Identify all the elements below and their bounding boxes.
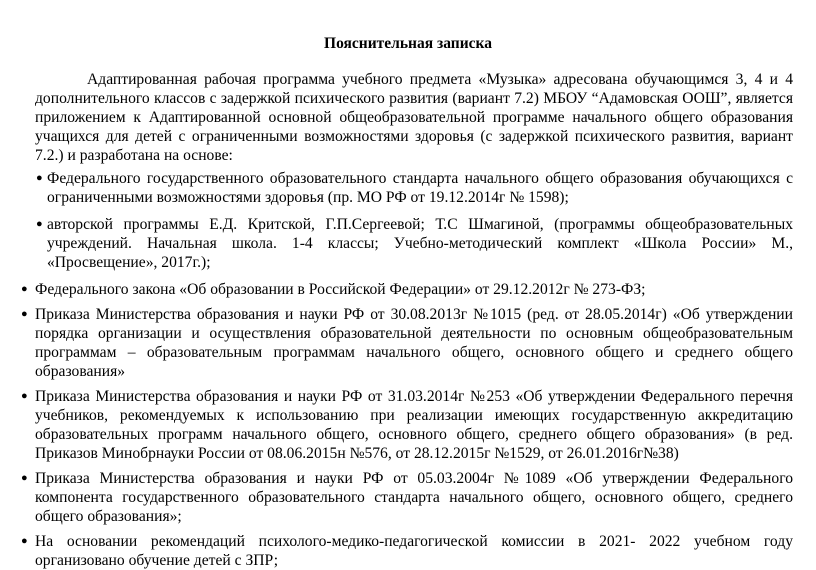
list-item <box>36 169 793 207</box>
bullet-icon: ● <box>21 472 28 484</box>
list-item <box>36 215 793 272</box>
list-item-text: Приказа Министерства образования и науки РФ от 31.03.2014г №253 «Об утверждении Федерального перечня учебников, рекомендуемых к использованию при реализации имеющих государственную аккредитацию образовательных программ начального общего, основного общего, среднего общего образования» (в ред. Приказов Минобрнауки России от 08.06.2015н №576, от 28.12.2015г №1529, от 26.01.2016г№38) <box>35 388 793 462</box>
document-body <box>21 70 793 570</box>
list-item-text: На основании рекомендаций психолого-медико-педагогической комиссии в 2021- 2022 учебном году организовано обучение детей с ЗПР; <box>35 533 793 569</box>
intro-paragraph: Адаптированная рабочая программа учебного предмета «Музыка» адресована обучающимся 3, 4 и 4 дополнительного классов с задержкой психического развития (вариант 7.2) МБОУ “Адамовская ООШ”, является приложением к Адаптированной основной общеобразовательной программе начального общего образования учащихся для детей с ограниченными возможностями здоровья (с задержкой психического развития, вариант 7.2.) и разработана на основе: <box>35 71 793 164</box>
bullet-icon: ● <box>21 535 28 547</box>
bullet-icon: ● <box>36 172 43 184</box>
regulations-list <box>21 280 793 570</box>
list-item <box>21 280 793 299</box>
list-item-text: Федерального закона «Об образовании в Российской Федерации» от 29.12.2012г № 273-ФЗ; <box>35 281 646 298</box>
list-item-text: Федерального государственного образовательного стандарта начального общего образования обучающихся с ограниченными возможностями здоровья (пр. МО РФ от 19.12.2014г № 1598); <box>47 170 793 206</box>
list-item-text: Приказа Министерства образования и науки РФ от 05.03.2004г №1089 «Об утверждении Федерального компонента государственного образовательного стандарта начального общего, основного общего, среднего общего образования»; <box>35 470 793 525</box>
page-title: Пояснительная записка <box>324 35 492 52</box>
list-item <box>21 305 793 381</box>
list-item-text: авторской программы Е.Д. Критской, Г.П.Сергеевой; Т.С Шмагиной, (программы общеобразовательных учреждений. Начальная школа. 1-4 классы; Учебно-методический комплект «Школа России» М., «Просвещение», 2017г.); <box>47 216 793 271</box>
bullet-icon: ● <box>21 283 28 295</box>
bullet-icon: ● <box>21 308 28 320</box>
list-item <box>21 532 793 570</box>
basis-list <box>35 169 793 272</box>
list-item <box>21 469 793 526</box>
bullet-icon: ● <box>36 218 43 230</box>
list-item-text: Приказа Министерства образования и науки РФ от 30.08.2013г №1015 (ред. от 28.05.2014г) «Об утверждении порядка организации и осуществления образовательной деятельности по основным общеобразовательным программам – образовательным программам начального общего, основного общего и среднего общего образования» <box>35 306 793 380</box>
list-item <box>21 387 793 463</box>
bullet-icon: ● <box>21 390 28 402</box>
